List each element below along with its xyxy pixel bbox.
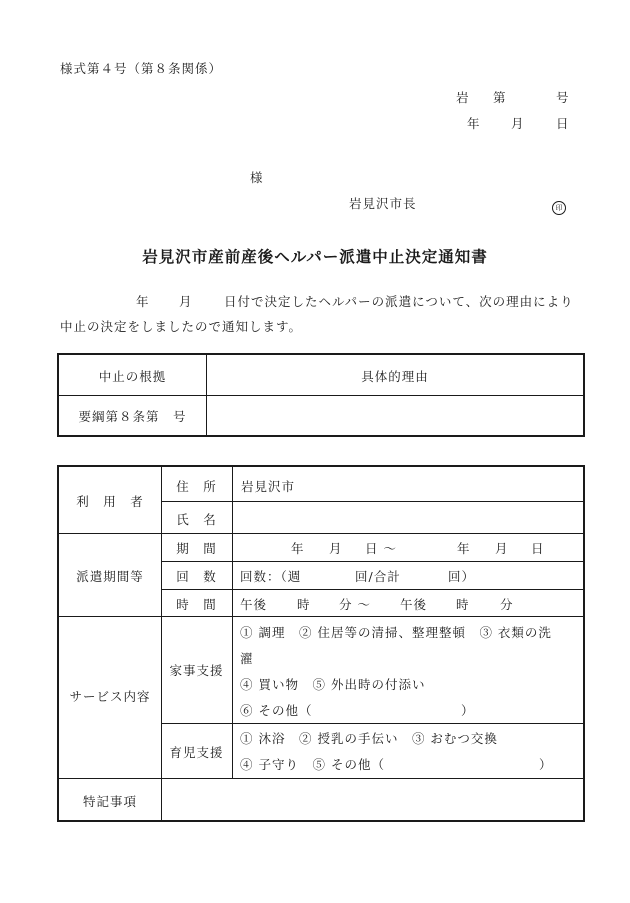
childcare-other-open: ④ 子守り ⑤ その他（ xyxy=(240,757,385,772)
time-end-minute: 分 xyxy=(500,597,514,612)
housework-line-3: ④ 買い物 ⑤ 外出時の付添い xyxy=(240,677,426,692)
date-year: 年 xyxy=(467,116,481,131)
form-number: 様式第４号（第８条関係） xyxy=(60,61,223,76)
childcare-other-close: ） xyxy=(539,757,553,772)
period-day-2: 日 xyxy=(531,541,545,556)
address-value[interactable]: 岩見沢市 xyxy=(241,479,296,494)
user-label: 利 用 者 xyxy=(76,494,144,509)
dispatch-period-section-label: 派遣期間等 xyxy=(76,569,144,584)
dispatch-table xyxy=(57,465,585,822)
date-day: 日 xyxy=(556,116,570,131)
time-end-hour: 時 xyxy=(456,597,470,612)
body-line2: 中止の決定をしましたので通知します。 xyxy=(60,319,303,334)
childcare-line-1: ① 沐浴 ② 授乳の手伝い ③ おむつ交換 xyxy=(240,731,498,746)
doc-number-dai: 第 xyxy=(493,90,507,105)
housework-other-open: ⑥ その他（ xyxy=(240,703,313,718)
special-notes-label: 特記事項 xyxy=(82,794,137,809)
sender-mayor: 岩見沢市長 xyxy=(349,196,417,211)
time-start-pm: 午後 xyxy=(240,597,268,612)
period-month-1: 月 xyxy=(329,541,343,556)
reason-table xyxy=(57,353,585,437)
period-year-2: 年 xyxy=(457,541,471,556)
date-month: 月 xyxy=(511,116,525,131)
addressee-sama: 様 xyxy=(250,170,264,185)
name-label: 氏 名 xyxy=(176,512,217,527)
count-suffix: 回） xyxy=(448,569,476,584)
seal-mark xyxy=(552,195,566,215)
address-label: 住 所 xyxy=(176,479,217,494)
time-label: 時 間 xyxy=(176,597,217,612)
period-day-1: 日 ～ xyxy=(365,541,397,556)
housework-line-2: 濯 xyxy=(240,651,254,666)
childcare-support-label: 育児支援 xyxy=(169,745,224,760)
reason-basis-header: 中止の根拠 xyxy=(98,369,167,384)
period-year-1: 年 xyxy=(291,541,305,556)
service-content-label: サービス内容 xyxy=(69,689,151,704)
reason-basis-value: 要綱第８条第 号 xyxy=(78,409,187,424)
count-prefix: 回数：（週 xyxy=(240,569,302,584)
doc-number-go: 号 xyxy=(556,90,570,105)
seal-icon: 印 xyxy=(552,201,566,215)
body-year: 年 xyxy=(136,294,150,309)
document-title: 岩見沢市産前産後ヘルパー派遣中止決定通知書 xyxy=(142,247,488,266)
housework-other-close: ） xyxy=(461,703,475,718)
count-total: 回/合計 xyxy=(355,569,401,584)
reason-detail-header: 具体的理由 xyxy=(361,369,429,384)
time-start-minute: 分 ～ xyxy=(339,597,371,612)
period-label: 期 間 xyxy=(176,541,217,556)
body-month: 月 xyxy=(179,294,193,309)
housework-line-1: ① 調理 ② 住居等の清掃、整理整頓 ③ 衣類の洗 xyxy=(240,625,552,640)
time-start-hour: 時 xyxy=(297,597,311,612)
body-line1: 日付で決定したヘルパーの派遣について、次の理由により xyxy=(224,294,574,309)
count-label: 回 数 xyxy=(176,569,217,584)
period-month-2: 月 xyxy=(495,541,509,556)
time-end-pm: 午後 xyxy=(400,597,428,612)
housework-support-label: 家事支援 xyxy=(169,663,224,678)
doc-number-prefix: 岩 xyxy=(456,90,470,105)
